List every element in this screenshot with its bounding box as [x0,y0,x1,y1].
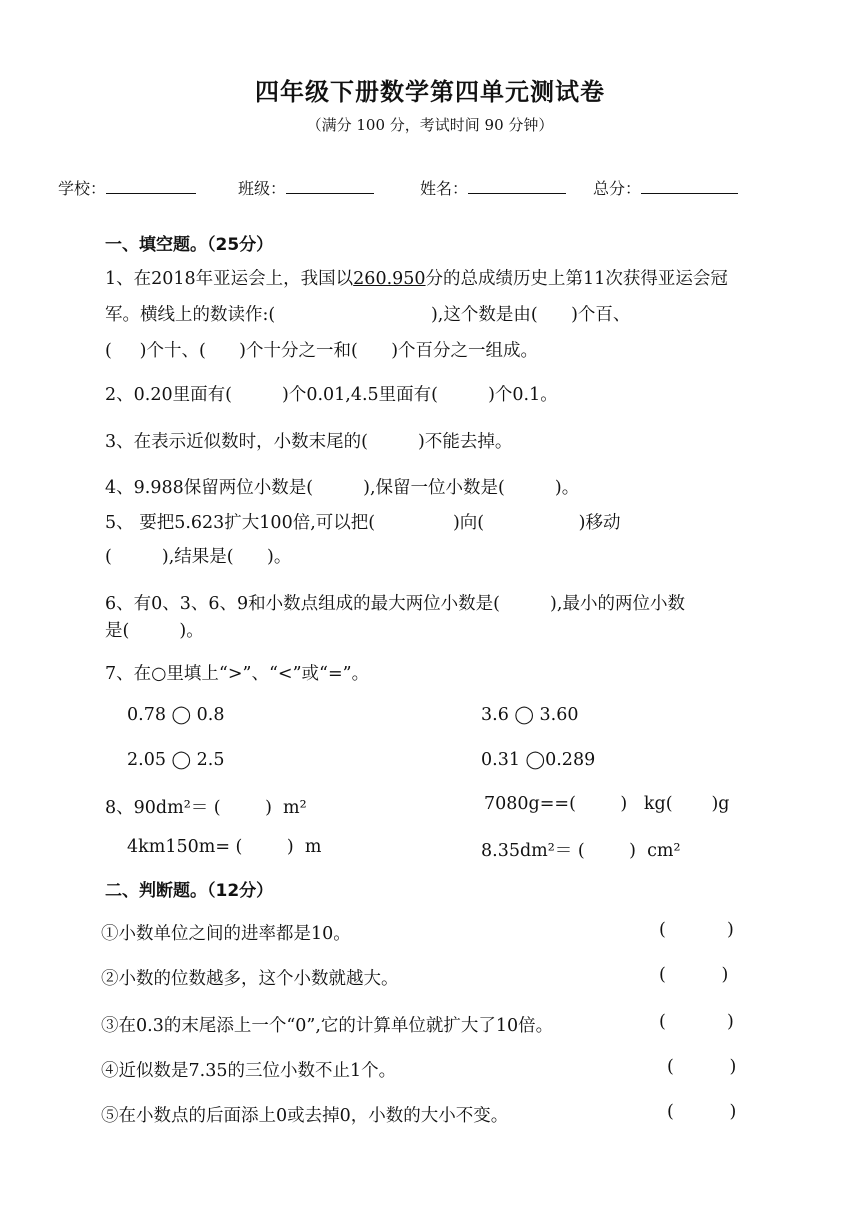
school-field [58,176,196,199]
q7-compare-item: 2.05 ◯ 2.5 [127,750,225,770]
judge-answer-bracket[interactable]: ( ) [667,1102,737,1122]
judge-answer-bracket[interactable]: ( ) [659,965,729,985]
q6-line2: 是( )。 [105,621,204,641]
judge-answer-bracket[interactable]: ( ) [659,1012,734,1032]
q6-line1: 6、有0、3、6、9和小数点组成的最大两位小数是( ),最小的两位小数 [105,594,685,614]
judge-answer-bracket[interactable]: ( ) [667,1057,737,1077]
q5-line2: ( ),结果是( )。 [105,547,292,567]
q3: 3、在表示近似数时，小数末尾的( )不能去掉。 [105,432,513,452]
judge-statement: ①小数单位之间的进率都是10。 [101,924,351,944]
q1-post: 分的总成绩历史上第11次获得亚运会冠 [425,269,728,289]
q1-line1 [105,265,728,290]
q1-line2: 军。横线上的数读作:( ),这个数是由( )个百、 [105,305,631,325]
class-label: 班级： [238,179,287,198]
q5-line1: 5、 要把5.623扩大100倍,可以把( )向( )移动 [105,513,621,533]
section2-title: 二、判断题。（12分） [105,881,274,901]
judge-statement: ④近似数是7.35的三位小数不止1个。 [101,1061,397,1081]
judge-answer-bracket[interactable]: ( ) [659,920,734,940]
page-subtitle: （满分 100 分，考试时间 90 分钟） [306,116,554,134]
page-title: 四年级下册数学第四单元测试卷 [255,78,605,106]
q7-compare-item: 0.31 ◯0.289 [481,750,596,770]
score-label: 总分： [593,179,642,198]
class-field [238,176,374,199]
q7-compare-item: 0.78 ◯ 0.8 [127,705,225,725]
name-field [420,176,566,199]
section1-title: 一、填空题。（25分） [105,235,274,255]
score-field [593,176,738,199]
class-blank[interactable] [286,176,374,194]
q8-item: 8、90dm²＝ ( ) m² [105,798,307,818]
q8-item: 8.35dm²＝ ( ) cm² [481,841,681,861]
school-blank[interactable] [106,176,196,194]
score-blank[interactable] [641,176,738,194]
q8-item: 4km150m= ( ) m [127,837,322,857]
school-label: 学校： [58,179,107,198]
q4: 4、9.988保留两位小数是( ),保留一位小数是( )。 [105,478,580,498]
q7-compare-item: 3.6 ◯ 3.60 [481,705,579,725]
q1-line3: ( )个十、( )个十分之一和( )个百分之一组成。 [105,341,539,361]
q7-prompt: 7、在○里填上“>”、“<”或“=”。 [105,664,370,684]
q2: 2、0.20里面有( )个0.01,4.5里面有( )个0.1。 [105,385,558,405]
judge-statement: ⑤在小数点的后面添上0或去掉0，小数的大小不变。 [101,1106,509,1126]
name-label: 姓名： [420,179,469,198]
judge-statement: ②小数的位数越多，这个小数就越大。 [101,969,399,989]
name-blank[interactable] [468,176,566,194]
q1-underlined-number: 260.950 [353,269,426,289]
q8-item: 7080g==( ) kg( )g [484,794,730,814]
judge-statement: ③在0.3的末尾添上一个“0”,它的计算单位就扩大了10倍。 [101,1016,554,1036]
q1-pre: 1、在2018年亚运会上，我国以 [105,269,354,289]
